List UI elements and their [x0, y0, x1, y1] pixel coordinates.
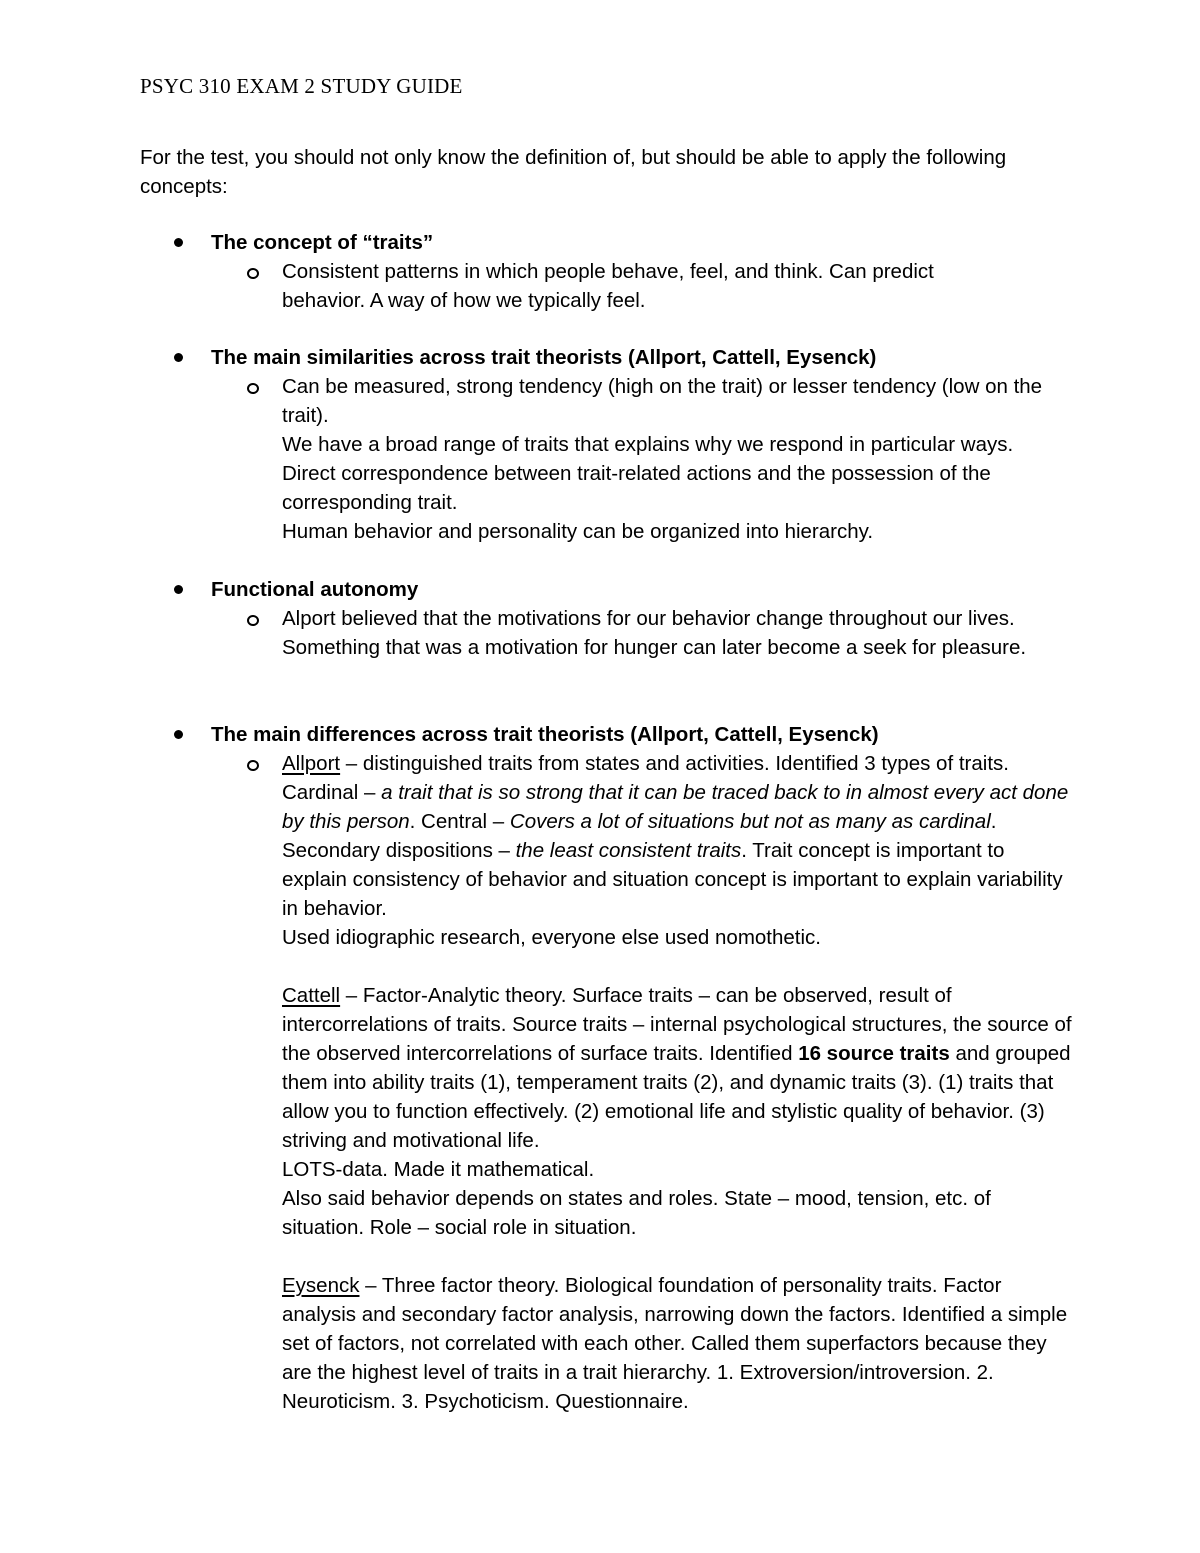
bullet-icon [174, 238, 183, 247]
cattell-name: Cattell [282, 984, 341, 1007]
section-text-block [282, 372, 1062, 546]
eysenck-name: Eysenck [282, 1274, 360, 1297]
allport-line: Used idiographic research, everyone else used nomothetic. [282, 926, 821, 949]
cattell-paragraph [282, 981, 1072, 1155]
allport-text: . Central – [409, 810, 510, 833]
cattell-bold-text: 16 source traits [798, 1042, 950, 1065]
section-heading: The main differences across trait theorists (Allport, Cattell, Eysenck) [211, 723, 879, 746]
section-text: Human behavior and personality can be organized into hierarchy. [282, 520, 874, 543]
allport-name: Allport [282, 752, 341, 775]
sub-bullet-icon [247, 268, 259, 279]
bullet-icon [174, 353, 183, 362]
spacer [282, 952, 1072, 981]
section-text: Consistent patterns in which people behave, feel, and think. Can predict behavior. A way of how we typically feel. [282, 260, 934, 312]
cattell-text: and grouped them into ability traits (1), temperament traits (2), and dynamic traits (3). (1) traits that allow you to function effectively. (2) emotional life and stylistic quality of behavior. (3) striving and motivational life. [282, 1042, 1071, 1152]
section-heading: The main similarities across trait theorists (Allport, Cattell, Eysenck) [211, 346, 877, 369]
bullet-icon [174, 730, 183, 739]
eysenck-text: – Three factor theory. Biological foundation of personality traits. Factor analysis and secondary factor analysis, narrowing down the factors. Identified a simple set of factors, not correlated with each other. Called them superfactors because they are the highest level of traits in a trait hierarchy. 1. Extroversion/introversion. 2. Neuroticism. 3. Psychoticism. Questionnaire. [282, 1274, 1068, 1413]
sub-bullet-icon [247, 383, 259, 394]
allport-italic-text: a trait that is so strong that it can be traced back to in almost every act done by this person [282, 781, 1069, 833]
section-text: We have a broad range of traits that explains why we respond in particular ways. [282, 433, 1014, 456]
section-heading: Functional autonomy [211, 578, 419, 601]
eysenck-paragraph [282, 1271, 1072, 1416]
intro-paragraph: For the test, you should not only know the definition of, but should be able to apply the following concepts: [140, 146, 1007, 198]
sub-bullet-icon [247, 760, 259, 771]
bullet-icon [174, 585, 183, 594]
allport-text: . Secondary dispositions – [282, 810, 997, 862]
spacer [282, 1242, 1072, 1271]
section-text: Can be measured, strong tendency (high on the trait) or lesser tendency (low on the trait). [282, 375, 1043, 427]
section-heading: The concept of “traits” [211, 231, 434, 254]
cattell-text: – Factor-Analytic theory. Surface traits – can be observed, result of intercorrelations of traits. Source traits – internal psychological structures, the source of the observed intercorrelations of surface traits. Identified [282, 984, 1072, 1065]
allport-paragraph [282, 749, 1072, 923]
allport-italic-text: the least consistent traits [515, 839, 742, 862]
section-text: Direct correspondence between trait-related actions and the possession of the corresponding trait. [282, 462, 991, 514]
theorists-block [282, 749, 1072, 1416]
page-title: PSYC 310 EXAM 2 STUDY GUIDE [140, 74, 463, 98]
allport-text: . Trait concept is important to explain consistency of behavior and situation concept is important to explain variability in behavior. [282, 839, 1063, 920]
section-text: Alport believed that the motivations for our behavior change throughout our lives. Something that was a motivation for hunger can later become a seek for pleasure. [282, 607, 1027, 659]
allport-italic-text: Covers a lot of situations but not as many as cardinal [509, 810, 991, 833]
sub-bullet-icon [247, 615, 259, 626]
cattell-line: Also said behavior depends on states and roles. State – mood, tension, etc. of situation. Role – social role in situation. [282, 1187, 991, 1239]
allport-text: – distinguished traits from states and activities. Identified 3 types of traits. Cardinal – [282, 752, 1009, 804]
cattell-line: LOTS-data. Made it mathematical. [282, 1158, 595, 1181]
